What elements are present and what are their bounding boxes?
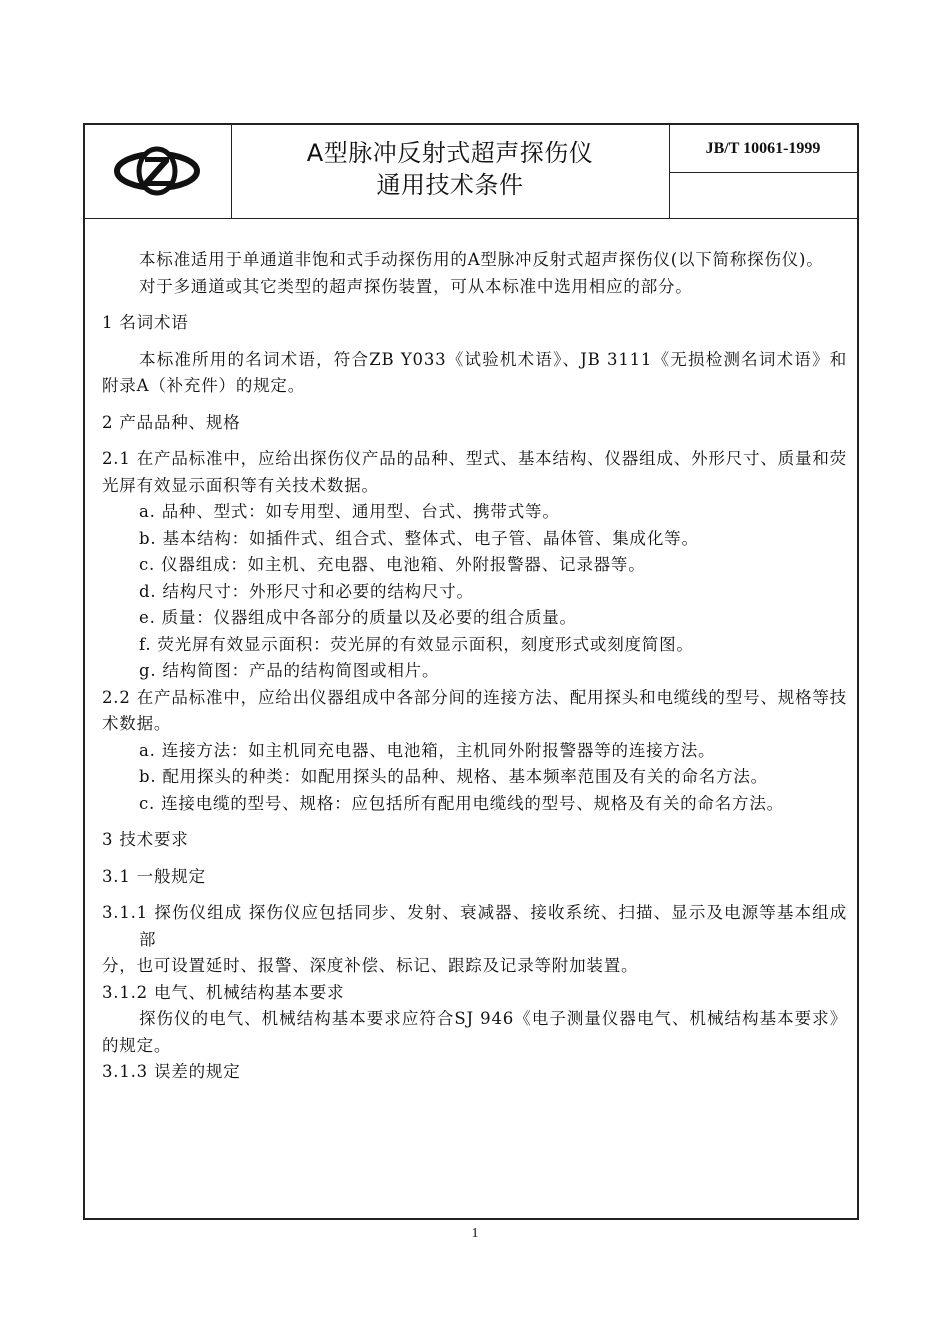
section-2-heading: 2 产品品种、规格 (102, 412, 241, 432)
document-frame (83, 123, 859, 1220)
intro-paragraph-1: 本标准适用于单通道非饱和式手动探伤用的A型脉冲反射式超声探伤仪(以下简称探伤仪)。 (139, 250, 824, 269)
header-table (85, 125, 857, 219)
clause-2-1-b: b. 基本结构：如插件式、组合式、整体式、电子管、晶体管、集成化等。 (139, 528, 699, 548)
section-1-paragraph: 本标准所用的名词术语，符合ZB Y033《试验机术语》、JB 3111《无损检测名词术语》和附录A（补充件）的规定。 (102, 349, 847, 395)
standards-logo-icon (113, 143, 201, 199)
standard-code: JB/T 10061-1999 (669, 125, 857, 173)
clause-2-2: 2.2 在产品标准中，应给出仪器组成中各部分间的连接方法、配用探头和电缆线的型号、规格等技术数据。 (102, 687, 847, 733)
clause-3-1: 3.1 一般规定 (102, 866, 206, 886)
title-cell (231, 125, 670, 218)
document-body (102, 247, 847, 1086)
logo-letter: Z (113, 143, 114, 144)
section-3-heading: 3 技术要求 (102, 830, 189, 849)
clause-2-2-b: b. 配用探头的种类：如配用探头的品种、规格、基本频率范围及有关的命名方法。 (139, 767, 768, 786)
section-1-heading: 1 名词术语 (102, 313, 189, 332)
clause-3-1-1-continued: 分，也可设置延时、报警、深度补偿、标记、跟踪及记录等附加装置。 (102, 956, 639, 975)
clause-2-1-d: d. 结构尺寸：外形尺寸和必要的结构尺寸。 (139, 581, 474, 601)
clause-2-1-a: a. 品种、型式：如专用型、通用型、台式、携带式等。 (139, 502, 560, 521)
clause-2-1: 2.1 在产品标准中，应给出探伤仪产品的品种、型式、基本结构、仪器组成、外形尺寸、质量和荧光屏有效显示面积等有关技术数据。 (102, 449, 847, 495)
logo-cell (85, 125, 232, 218)
intro-paragraph-2: 对于多通道或其它类型的超声探伤装置，可从本标准中选用相应的部分。 (139, 276, 693, 296)
clause-3-1-2: 3.1.2 电气、机械结构基本要求 (102, 982, 345, 1002)
document-title-line1: A型脉冲反射式超声探伤仪 (306, 139, 594, 167)
clause-2-2-a: a. 连接方法：如主机同充电器、电池箱，主机同外附报警器等的连接方法。 (139, 740, 716, 760)
clause-2-1-e: e. 质量：仪器组成中各部分的质量以及必要的组合质量。 (139, 608, 577, 627)
clause-2-2-c: c. 连接电缆的型号、规格：应包括所有配用电缆线的型号、规格及有关的命名方法。 (139, 793, 784, 813)
document-title-line2: 通用技术条件 (376, 171, 524, 199)
clause-3-1-1: 3.1.1 探伤仪组成 探伤仪应包括同步、发射、衰减器、接收系统、扫描、显示及电源等基本组成部 (102, 903, 847, 949)
code-cell (669, 125, 857, 218)
clause-3-1-2-paragraph: 探伤仪的电气、机械结构基本要求应符合SJ 946《电子测量仪器电气、机械结构基本要求》的规定。 (102, 1009, 847, 1055)
clause-2-1-g: g. 结构简图：产品的结构简图或相片。 (139, 661, 440, 680)
page-number: 1 (471, 1226, 479, 1241)
clause-2-1-f: f. 荧光屏有效显示面积：荧光屏的有效显示面积，刻度形式或刻度简图。 (139, 634, 694, 654)
clause-2-1-c: c. 仪器组成：如主机、充电器、电池箱、外附报警器、记录器等。 (139, 555, 646, 574)
clause-3-1-3: 3.1.3 误差的规定 (102, 1062, 241, 1081)
